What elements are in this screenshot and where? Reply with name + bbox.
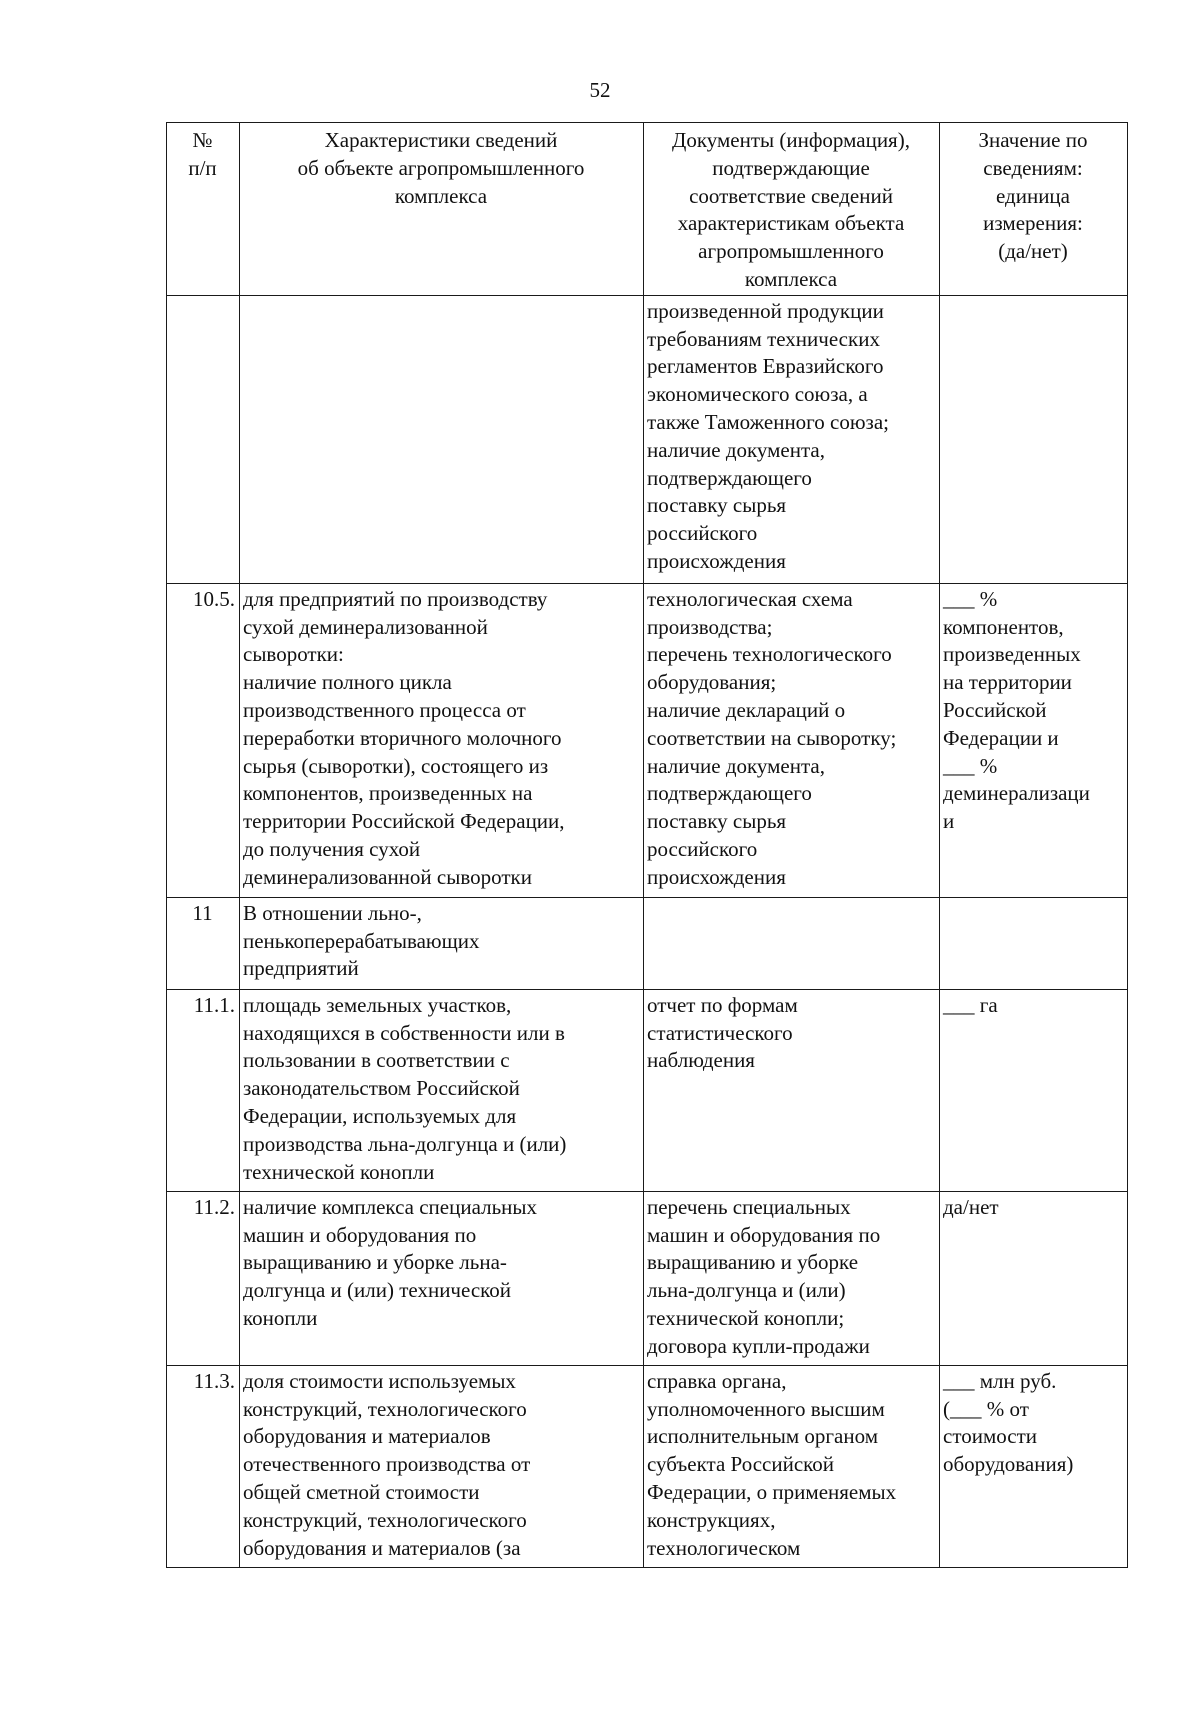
row-value: ___ млн руб. (___ % от стоимости оборудования) xyxy=(940,1365,1128,1567)
row-value xyxy=(940,897,1128,989)
row-value: ___ % компонентов, произведенных на территории Российской Федерации и ___ % деминерализаци и xyxy=(940,583,1128,897)
table-row xyxy=(167,295,1128,583)
header-value: Значение по сведениям: единица измерения: (да/нет) xyxy=(940,123,1128,296)
header-documents: Документы (информация), подтверждающие соответствие сведений характеристикам объекта агропромышленного комплекса xyxy=(644,123,940,296)
row-documents xyxy=(644,897,940,989)
row-characteristic: В отношении льно-, пенькоперерабатывающих предприятий xyxy=(240,897,644,989)
row-characteristic: площадь земельных участков, находящихся в собственности или в пользовании в соответствии с законодательством Российской Федерации, используемых для производства льна-долгунца и (или) технической конопли xyxy=(240,989,644,1191)
row-number xyxy=(167,295,240,583)
row-documents: перечень специальных машин и оборудования по выращиванию и уборке льна-долгунца и (или) технической конопли; договора купли-продажи xyxy=(644,1191,940,1365)
table-header-row xyxy=(167,123,1128,296)
row-documents: отчет по формам статистического наблюдения xyxy=(644,989,940,1191)
requirements-table xyxy=(166,122,1128,1568)
row-number: 11.1. xyxy=(167,989,240,1191)
row-characteristic: наличие комплекса специальных машин и оборудования по выращиванию и уборке льна- долгунца и (или) технической конопли xyxy=(240,1191,644,1365)
row-number: 11.2. xyxy=(167,1191,240,1365)
table-row xyxy=(167,583,1128,897)
row-value: ___ га xyxy=(940,989,1128,1191)
table-row xyxy=(167,1365,1128,1567)
row-characteristic xyxy=(240,295,644,583)
row-value xyxy=(940,295,1128,583)
row-documents: технологическая схема производства; перечень технологического оборудования; наличие деклараций о соответствии на сыворотку; наличие документа, подтверждающего поставку сырья российского происхождения xyxy=(644,583,940,897)
header-number: № п/п xyxy=(167,123,240,296)
row-number: 10.5. xyxy=(167,583,240,897)
row-number: 11 xyxy=(167,897,240,989)
row-documents: произведенной продукции требованиям технических регламентов Евразийского экономического союза, а также Таможенного союза; наличие документа, подтверждающего поставку сырья российского происхождения xyxy=(644,295,940,583)
row-characteristic: доля стоимости используемых конструкций, технологического оборудования и материалов отечественного производства от общей сметной стоимости конструкций, технологического оборудования и материалов (за xyxy=(240,1365,644,1567)
row-documents: справка органа, уполномоченного высшим исполнительным органом субъекта Российской Федерации, о применяемых конструкциях, технологическом xyxy=(644,1365,940,1567)
page-number: 52 xyxy=(589,78,611,102)
header-characteristic: Характеристики сведений об объекте агропромышленного комплекса xyxy=(240,123,644,296)
table-row xyxy=(167,989,1128,1191)
table-row xyxy=(167,1191,1128,1365)
row-value: да/нет xyxy=(940,1191,1128,1365)
row-number: 11.3. xyxy=(167,1365,240,1567)
row-characteristic: для предприятий по производству сухой деминерализованной сыворотки: наличие полного цикла производственного процесса от переработки вторичного молочного сырья (сыворотки), состоящего из компонентов, произведенных на территории Российской Федерации, до получения сухой деминерализованной сыворотки xyxy=(240,583,644,897)
table-row xyxy=(167,897,1128,989)
